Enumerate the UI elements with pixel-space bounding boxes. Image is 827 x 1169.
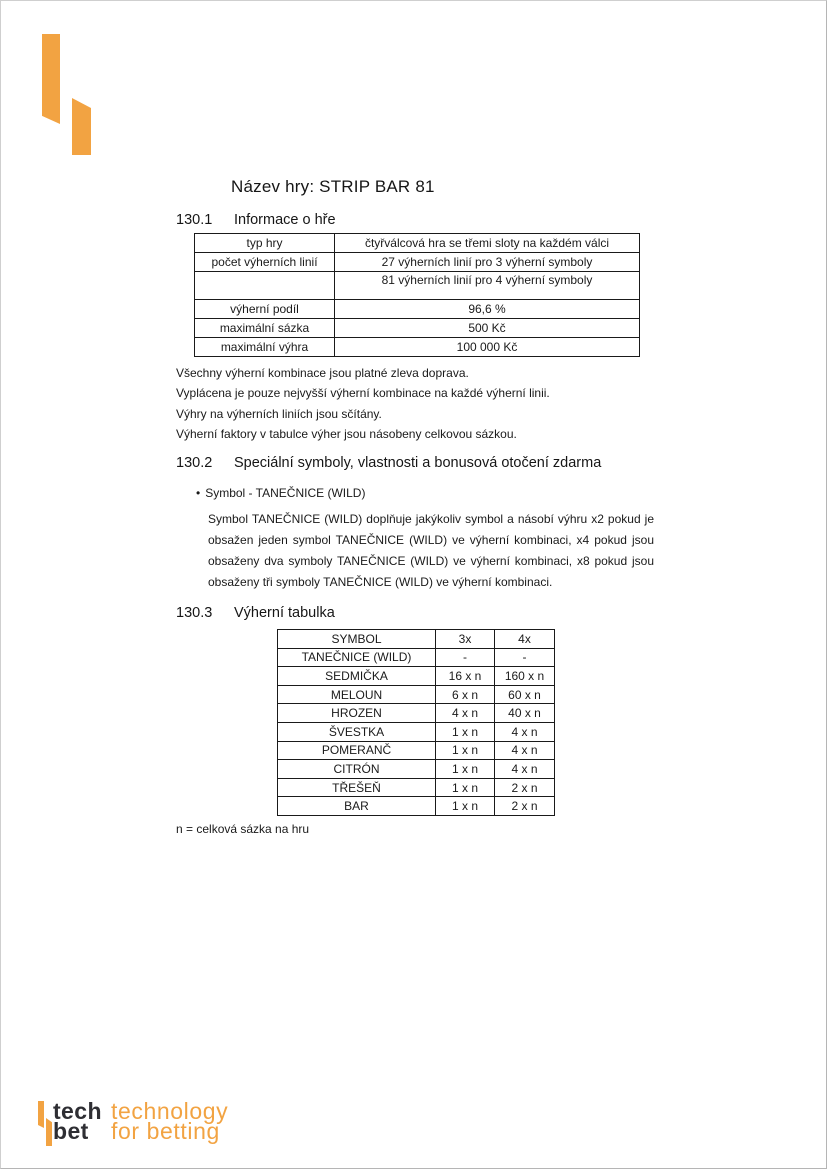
win-3x: 4 x n — [436, 704, 495, 723]
game-info-table — [194, 233, 640, 357]
symbol-name: POMERANČ — [278, 741, 436, 760]
win-4x: 4 x n — [495, 722, 555, 741]
info-label — [195, 272, 335, 300]
table-row — [195, 300, 640, 319]
win-3x: 1 x n — [436, 741, 495, 760]
win-3x: 1 x n — [436, 778, 495, 797]
symbol-name: TANEČNICE (WILD) — [278, 648, 436, 667]
section-title: Informace o hře — [234, 212, 336, 228]
bullet-text: Symbol - TANEČNICE (WILD) — [205, 486, 366, 500]
rule-line: Výhry na výherních liniích jsou sčítány. — [176, 406, 382, 421]
info-label: výherní podíl — [195, 300, 335, 319]
page-title: Název hry: STRIP BAR 81 — [231, 177, 435, 196]
paytable-row — [278, 797, 555, 816]
info-value: 100 000 Kč — [335, 338, 640, 357]
logo-wordmark — [53, 1098, 102, 1144]
symbol-name: TŘEŠEŇ — [278, 778, 436, 797]
column-header: 4x — [495, 630, 555, 649]
logo-bar-right — [72, 98, 91, 155]
section-heading-130-3 — [176, 605, 335, 621]
logo-word-bet: bet — [53, 1118, 89, 1144]
win-4x: 4 x n — [495, 760, 555, 779]
win-4x: - — [495, 648, 555, 667]
paytable-row — [278, 667, 555, 686]
info-label: maximální výhra — [195, 338, 335, 357]
paytable-header-row — [278, 630, 555, 649]
info-value: 81 výherních linií pro 4 výherní symboly — [335, 272, 640, 300]
table-row — [195, 234, 640, 253]
bullet-item — [196, 486, 365, 500]
win-3x: 6 x n — [436, 685, 495, 704]
section-number: 130.3 — [176, 605, 213, 621]
section-title: Speciální symboly, vlastnosti a bonusová otočení zdarma — [234, 455, 602, 471]
techbet-logo-mark-icon — [42, 34, 91, 156]
info-label: typ hry — [195, 234, 335, 253]
table-row — [195, 338, 640, 357]
info-label: počet výherních linií — [195, 253, 335, 272]
table-row — [195, 272, 640, 300]
paytable-row — [278, 722, 555, 741]
column-header: SYMBOL — [278, 630, 436, 649]
paytable-row — [278, 760, 555, 779]
section-heading-130-1 — [176, 212, 336, 228]
rule-line: Vyplácena je pouze nejvyšší výherní kombinace na každé výherní linii. — [176, 386, 550, 401]
section-number: 130.2 — [176, 455, 213, 471]
win-3x: 1 x n — [436, 797, 495, 816]
rule-line: Všechny výherní kombinace jsou platné zleva doprava. — [176, 366, 469, 380]
win-4x: 40 x n — [495, 704, 555, 723]
logo-bar-right — [46, 1118, 52, 1146]
section-number: 130.1 — [176, 212, 213, 228]
info-value: 27 výherních linií pro 3 výherní symboly — [335, 253, 640, 272]
rule-line: Výherní faktory v tabulce výher jsou násobeny celkovou sázkou. — [176, 427, 517, 442]
symbol-name: ŠVESTKA — [278, 722, 436, 741]
wild-symbol-description: Symbol TANEČNICE (WILD) doplňuje jakýkoliv symbol a násobí výhru x2 pokud je obsažen jeden symbol TANEČNICE (WILD) ve výherní kombinaci, x4 pokud jsou obsaženy dva symboly TANEČNICE (WILD) ve výherní kombinaci, x8 pokud jsou obsaženy tři symboly TANEČNICE (WILD) ve výherní kombinaci. — [208, 512, 654, 589]
column-header: 3x — [436, 630, 495, 649]
paytable-row — [278, 778, 555, 797]
rules-text — [176, 363, 550, 445]
info-value: čtyřválcová hra se třemi sloty na každém válci — [335, 234, 640, 253]
logo-bar-left — [42, 34, 60, 124]
paytable — [277, 629, 555, 816]
win-3x: 16 x n — [436, 667, 495, 686]
win-3x: - — [436, 648, 495, 667]
logo-tagline — [111, 1098, 229, 1144]
win-3x: 1 x n — [436, 760, 495, 779]
logo-word-tech: tech — [53, 1098, 102, 1124]
bullet-marker: • — [196, 486, 201, 500]
paytable-row — [278, 704, 555, 723]
table-row — [195, 319, 640, 338]
info-label: maximální sázka — [195, 319, 335, 338]
techbet-logo — [37, 1098, 277, 1151]
symbol-name: SEDMIČKA — [278, 667, 436, 686]
section-heading-130-2 — [176, 455, 601, 471]
paytable-footnote: n = celková sázka na hru — [176, 822, 310, 836]
paytable-row — [278, 741, 555, 760]
win-4x: 2 x n — [495, 797, 555, 816]
techbet-logo-mark-icon — [37, 1101, 53, 1147]
paytable-row — [278, 648, 555, 667]
info-value: 500 Kč — [335, 319, 640, 338]
tagline-line-1: technology — [111, 1098, 229, 1124]
win-3x: 1 x n — [436, 722, 495, 741]
win-4x: 4 x n — [495, 741, 555, 760]
symbol-name: BAR — [278, 797, 436, 816]
section-title: Výherní tabulka — [234, 605, 335, 621]
table-row — [195, 253, 640, 272]
win-4x: 60 x n — [495, 685, 555, 704]
tagline-line-2: for betting — [111, 1118, 220, 1144]
symbol-name: HROZEN — [278, 704, 436, 723]
win-4x: 160 x n — [495, 667, 555, 686]
info-value: 96,6 % — [335, 300, 640, 319]
paytable-row — [278, 685, 555, 704]
symbol-name: CITRÓN — [278, 760, 436, 779]
win-4x: 2 x n — [495, 778, 555, 797]
symbol-name: MELOUN — [278, 685, 436, 704]
logo-bar-left — [38, 1101, 44, 1128]
